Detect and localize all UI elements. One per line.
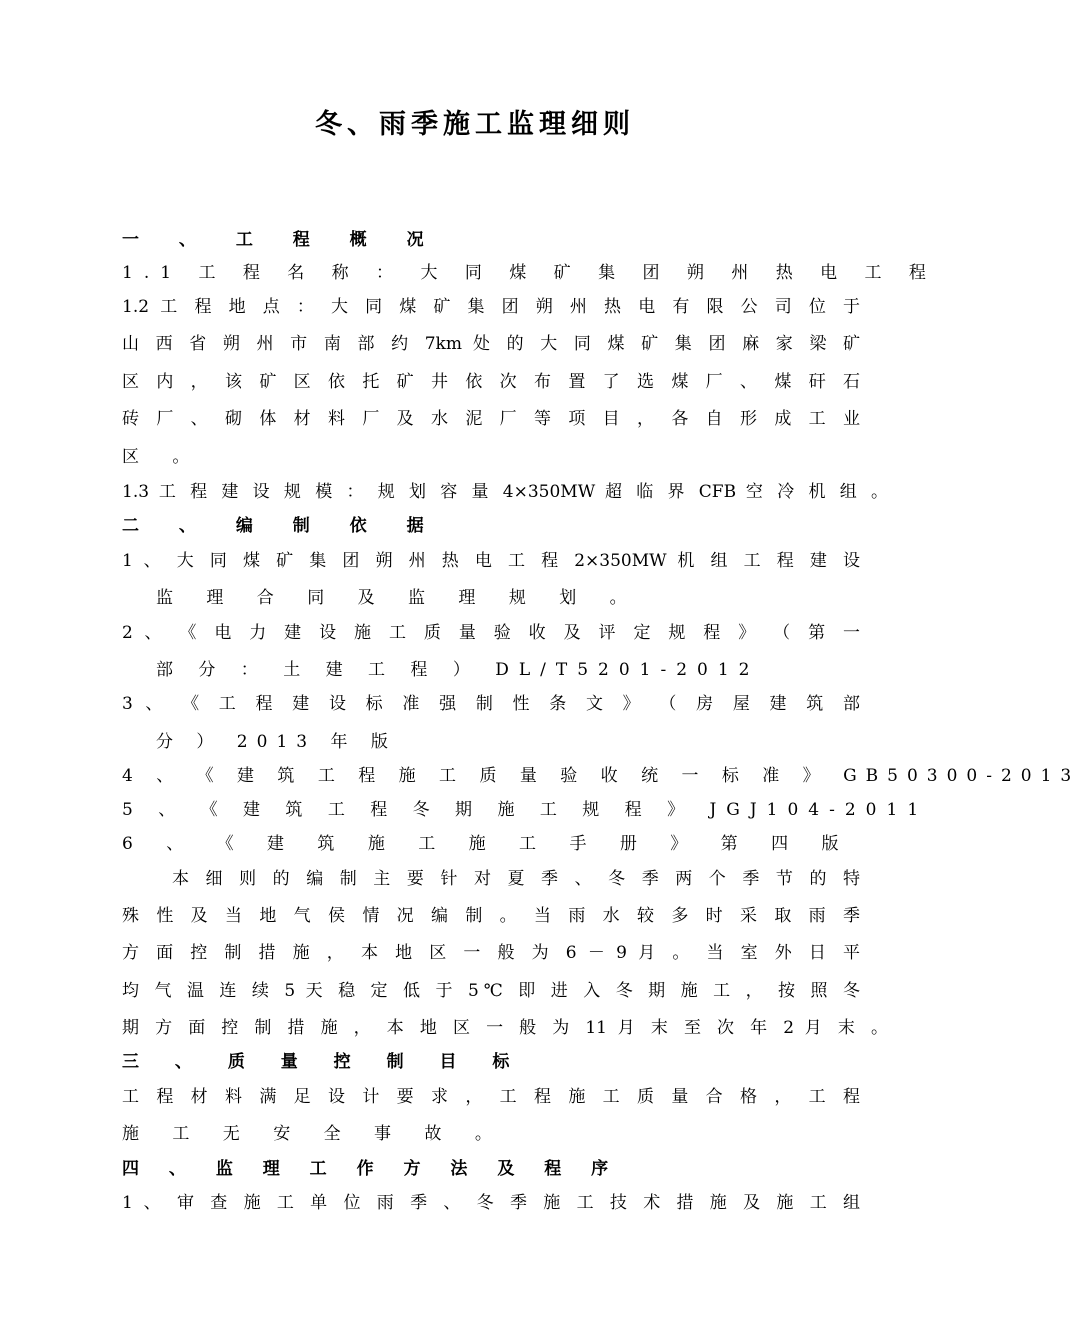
section-heading-methods: 四 、 监 理 工 作 方 法 及 程 序 (122, 1159, 621, 1179)
basis-item: 2 、 《 电 力 建 设 施 工 质 量 验 收 及 评 定 规 程 》 （ 第 一 (122, 623, 860, 643)
basis-item: 1 、 大 同 煤 矿 集 团 朔 州 热 电 工 程 2×350MW 机 组 工 程 建 设 (122, 551, 860, 571)
paragraph-line: 均 气 温 连 续 5 天 稳 定 低 于 5℃ 即 进 入 冬 期 施 工 ， 按 照 冬 (122, 981, 860, 1001)
basis-item: 4 、 《 建 筑 工 程 施 工 质 量 验 收 统 一 标 准 》 GB50300-2013 (122, 766, 1080, 786)
project-name-line: 1.1 工 程 名 称 ： 大 同 煤 矿 集 团 朔 州 热 电 工 程 (122, 263, 937, 283)
project-location-line: 区 。 (122, 447, 204, 467)
project-location-line: 山 西 省 朔 州 市 南 部 约 7km 处 的 大 同 煤 矿 集 团 麻 家 梁 矿 (122, 334, 860, 354)
paragraph-line: 殊 性 及 当 地 气 侯 情 况 编 制 。 当 雨 水 较 多 时 采 取 雨 季 (122, 906, 860, 926)
project-location-line: 砖 厂 、 砌 体 材 料 厂 及 水 泥 厂 等 项 目 ， 各 自 形 成 工 业 (122, 409, 860, 429)
quality-target-line: 工 程 材 料 满 足 设 计 要 求 ， 工 程 施 工 质 量 合 格 ， 工 程 (122, 1087, 860, 1107)
quality-target-line: 施 工 无 安 全 事 故 。 (122, 1124, 506, 1144)
section-heading-quality: 三 、 质 量 控 制 目 标 (122, 1052, 525, 1072)
document-title: 冬、雨季施工监理细则 (315, 109, 635, 140)
project-location-line: 区 内 ， 该 矿 区 依 托 矿 井 依 次 布 置 了 选 煤 厂 、 煤 矸 石 (122, 372, 860, 392)
paragraph-line: 期 方 面 控 制 措 施 ， 本 地 区 一 般 为 11 月 末 至 次 年 2 月 末 。 (122, 1018, 889, 1038)
section-heading-overview: 一 、 工 程 概 况 (122, 230, 441, 250)
basis-item-continuation: 分 ） 2013 年 版 (156, 732, 397, 752)
paragraph-line: 方 面 控 制 措 施 ， 本 地 区 一 般 为 6 － 9 月 。 当 室 外 日 平 (122, 943, 860, 963)
method-item: 1 、 审 查 施 工 单 位 雨 季 、 冬 季 施 工 技 术 措 施 及 施 工 组 (122, 1193, 860, 1213)
paragraph-line: 本 细 则 的 编 制 主 要 针 对 夏 季 、 冬 季 两 个 季 节 的 特 (172, 869, 860, 889)
basis-item: 6 、 《 建 筑 施 工 施 工 手 册 》 第 四 版 (122, 834, 853, 854)
project-scale-line: 1.3 工 程 建 设 规 模 ： 规 划 容 量 4×350MW 超 临 界 CFB 空 冷 机 组 。 (122, 482, 888, 502)
basis-item-continuation: 监 理 合 同 及 监 理 规 划 。 (156, 588, 641, 608)
basis-item: 3 、 《 工 程 建 设 标 准 强 制 性 条 文 》 （ 房 屋 建 筑 部 (122, 694, 860, 714)
basis-item: 5 、 《 建 筑 工 程 冬 期 施 工 规 程 》 JGJ104-2011 (122, 800, 929, 820)
section-heading-basis: 二 、 编 制 依 据 (122, 516, 441, 536)
basis-item-continuation: 部 分 ： 土 建 工 程 ） DL/T5201-2012 (156, 660, 760, 680)
project-location-line: 1.2 工 程 地 点 ： 大 同 煤 矿 集 团 朔 州 热 电 有 限 公 司 位 于 (122, 297, 860, 317)
